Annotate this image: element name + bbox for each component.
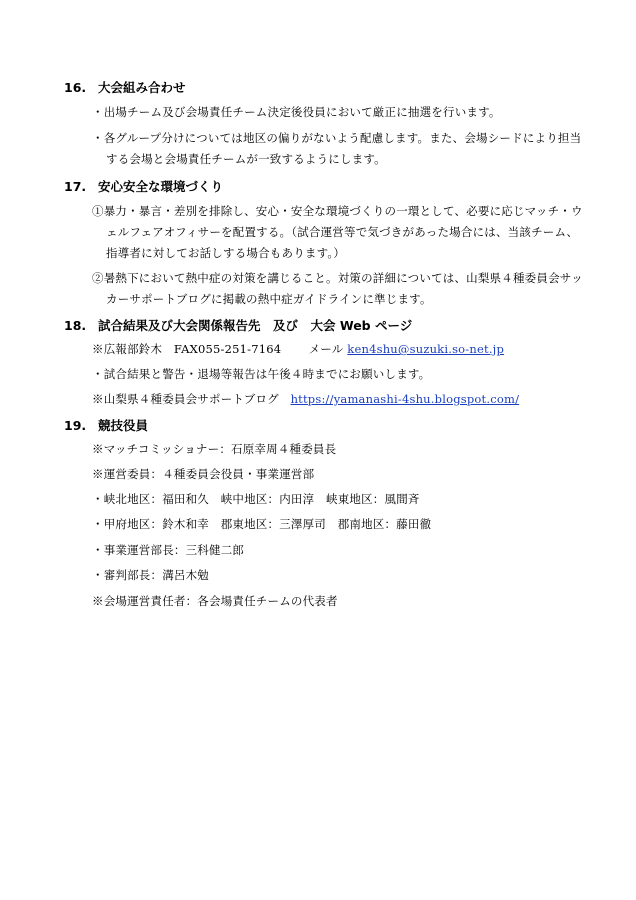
official-line: ※運営委員：４種委員会役員・事業運営部	[92, 467, 315, 481]
blog-link[interactable]: https://yamanashi-4shu.blogspot.com/	[290, 392, 520, 406]
section-16-line: する会場と会場責任チームが一致するようにします。	[106, 152, 386, 166]
section-16-line: ・出場チーム及び会場責任チーム決定後役員において厳正に抽選を行います。	[92, 105, 501, 119]
section-17-line: ェルフェアオフィサーを配置する。（試合運営等で気づきがあった場合には、当該チーム、	[106, 225, 579, 239]
official-line: ※マッチコミッショナー：石原幸周４種委員長	[92, 442, 337, 456]
section-title: 安心安全な環境づくり	[98, 179, 224, 194]
contact-line	[92, 341, 504, 357]
section-19-heading	[64, 416, 148, 434]
section-title: 競技役員	[98, 418, 149, 433]
section-18-heading	[64, 316, 412, 334]
official-line: ※会場運営責任者：各会場責任チームの代表者	[92, 594, 338, 608]
official-line: ・事業運営部長：三科健二郎	[92, 543, 245, 557]
email-link[interactable]: ken4shu@suzuki.so-net.jp	[347, 342, 505, 356]
section-17-line: カーサポートブログに掲載の熱中症ガイドラインに準じます。	[106, 292, 432, 306]
official-line: ・峡北地区：福田和久 峡中地区：内田淳 峡東地区：風間斉	[92, 492, 420, 506]
report-deadline-line: ・試合結果と警告・退場等報告は午後４時までにお願いします。	[92, 367, 431, 381]
section-title: 大会組み合わせ	[98, 80, 186, 95]
official-line: ・審判部長：溝呂木勉	[92, 568, 209, 582]
official-line: ・甲府地区：鈴木和幸 郡東地区：三澤厚司 郡南地区：藤田徹	[92, 517, 432, 531]
section-17-line: ①暴力・暴言・差別を排除し、安心・安全な環境づくりの一環として、必要に応じマッチ・ウ	[92, 204, 583, 218]
section-16-line: ・各グループ分けについては地区の偏りがないよう配慮します。また、会場シードにより担当	[92, 131, 582, 145]
blog-prefix: ※山梨県４種委員会サポートブログ	[92, 392, 291, 406]
section-title: 試合結果及び大会関係報告先 及び 大会 Web ページ	[98, 318, 413, 333]
section-number: 19.	[64, 418, 87, 433]
section-17-heading	[64, 177, 223, 195]
section-number: 17.	[64, 179, 87, 194]
contact-prefix: ※広報部鈴木 FAX055-251-7164 メール	[92, 342, 344, 356]
section-17-line: 指導者に対してお話しする場合もあります。）	[106, 246, 346, 260]
blog-line	[92, 391, 519, 407]
section-number: 16.	[64, 80, 87, 95]
section-17-line: ②暑熱下において熱中症の対策を講じること。対策の詳細については、山梨県４種委員会サッ	[92, 271, 583, 285]
section-number: 18.	[64, 318, 87, 333]
section-16-heading	[64, 78, 186, 96]
